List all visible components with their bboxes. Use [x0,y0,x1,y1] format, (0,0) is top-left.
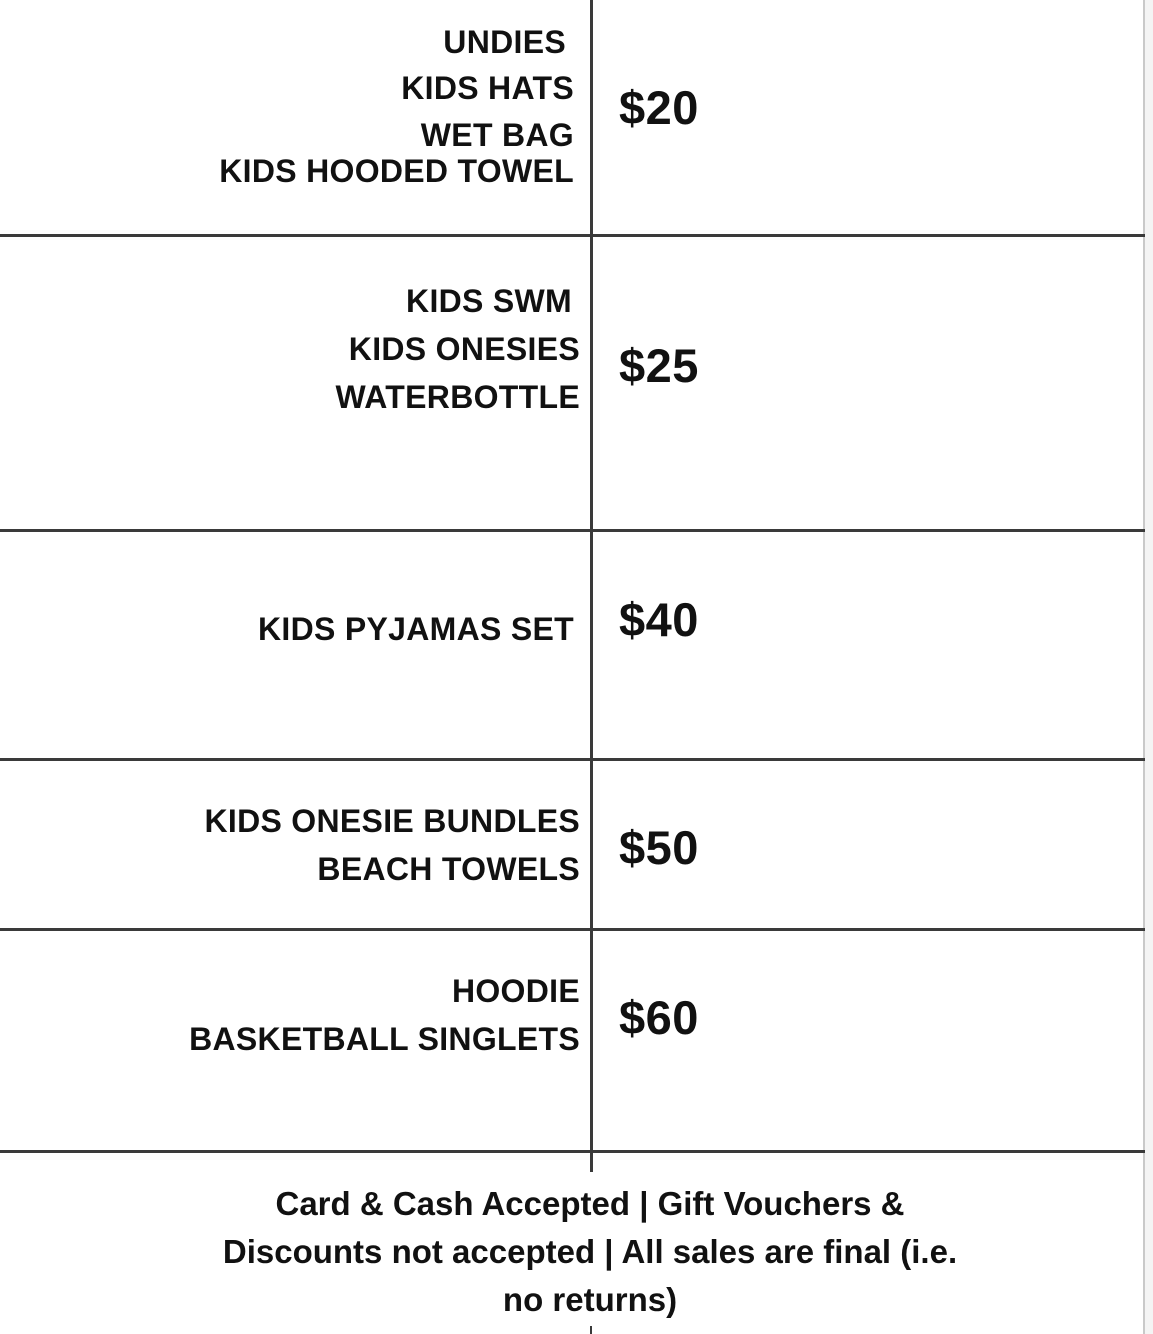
tier-20-items [0,22,574,191]
page-edge-line [1143,0,1145,1334]
tier-25-items [0,280,580,424]
item-hoodie: HOODIE [451,973,580,1009]
tier-40-items [0,608,574,650]
row-separator [0,1150,1145,1153]
item-kids-onesies: KIDS ONESIES [348,331,580,367]
item-basketball-singlets: BASKETBALL SINGLETS [189,1021,580,1057]
row-separator [0,529,1145,532]
item-kids-hats: KIDS HATS [401,70,574,106]
tier-40-price: $40 [619,593,699,646]
item-waterbottle: WATERBOTTLE [335,379,580,415]
row-separator [0,234,1145,237]
column-divider-tick [590,1326,592,1334]
item-kids-onesie-bundles: KIDS ONESIE BUNDLES [204,803,580,839]
item-beach-towels: BEACH TOWELS [317,851,580,887]
item-kids-pyjamas-set: KIDS PYJAMAS SET [258,611,574,647]
tier-50-items [0,800,580,896]
item-kids-swm: KIDS SWM [406,283,572,319]
tier-20-price: $20 [619,81,699,134]
policy-line-1: Card & Cash Accepted | Gift Vouchers & [275,1185,905,1222]
page-edge-strip [1145,0,1153,1334]
payment-policy-notice [150,1180,1030,1324]
item-kids-hooded-towel: KIDS HOODED TOWEL [219,153,574,189]
tier-60-price: $60 [619,991,699,1044]
tier-60-items [0,970,580,1066]
row-separator [0,928,1145,931]
column-divider [590,0,593,1172]
policy-line-2: Discounts not accepted | All sales are final (i.e. [222,1233,958,1270]
tier-25-price: $25 [619,339,699,392]
policy-line-3: no returns) [502,1281,678,1318]
row-separator [0,758,1145,761]
item-undies: UNDIES [443,24,566,60]
tier-50-price: $50 [619,821,699,874]
item-wet-bag: WET BAG [420,117,574,153]
